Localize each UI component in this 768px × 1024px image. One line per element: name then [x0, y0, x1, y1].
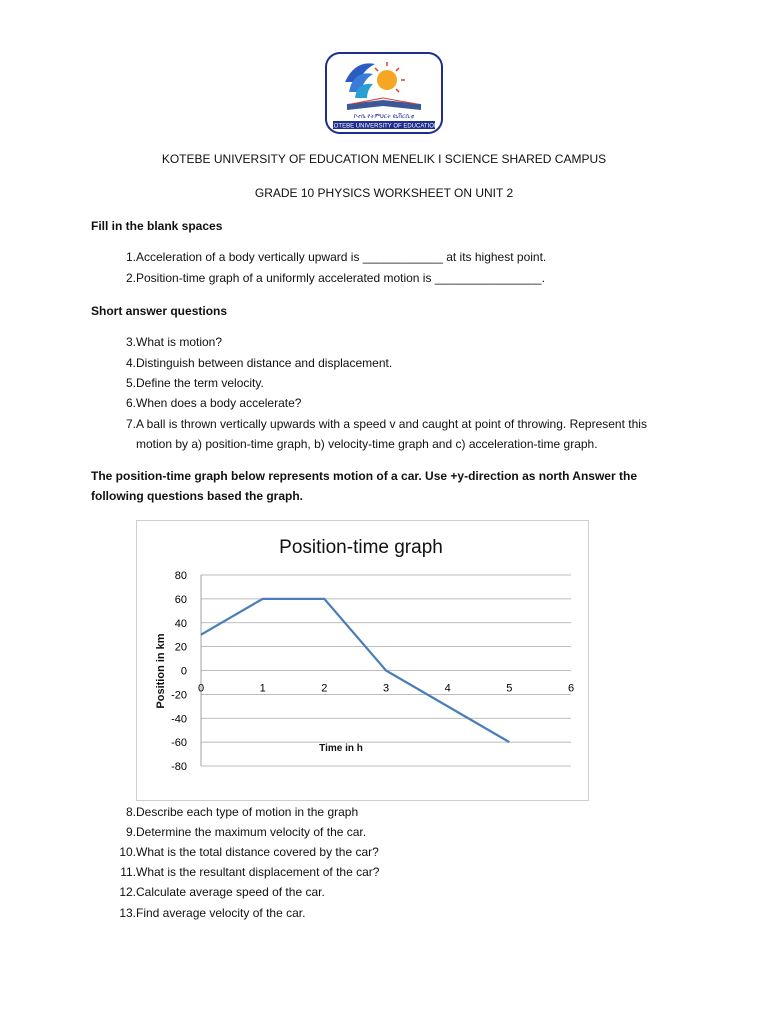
x-tick-label: 1 — [259, 682, 266, 695]
x-axis-label: Time in h — [319, 743, 363, 754]
y-axis-label: Position in km — [155, 633, 167, 709]
list-item: 4. Distinguish between distance and displacement. — [125, 356, 393, 370]
x-tick-label: 4 — [444, 682, 451, 695]
list-item: 3. What is motion? — [125, 335, 223, 349]
x-tick-label: 3 — [382, 682, 390, 695]
list-item: 13. Find average velocity of the car. — [119, 906, 306, 920]
graph-intro: The position-time graph below represents motion of a car. Use +y-direction as north Answer the following questions based the graph. — [91, 469, 637, 503]
list-item: 11. What is the resultant displacement of the car? — [120, 865, 380, 879]
chart-title: Position-time graph — [279, 537, 443, 558]
position-time-chart — [136, 520, 589, 801]
y-tick-label: -80 — [171, 761, 187, 773]
y-tick-label: 20 — [174, 641, 187, 654]
list-item: 12. Calculate average speed of the car. — [119, 885, 325, 899]
list-item: 5. Define the term velocity. — [125, 376, 264, 390]
logo-english-text: KOTEBE UNIVERSITY OF EDUCATION — [329, 123, 439, 130]
x-tick-label: 2 — [321, 682, 328, 695]
short-answer-heading: Short answer questions — [91, 304, 228, 318]
y-tick-label: -60 — [171, 737, 187, 750]
list-item: 9. Determine the maximum velocity of the car. — [125, 825, 367, 839]
x-tick-label: 0 — [197, 682, 205, 695]
worksheet-title: GRADE 10 PHYSICS WORKSHEET ON UNIT 2 — [254, 186, 514, 200]
y-tick-label: -20 — [171, 689, 187, 702]
y-tick-labels — [171, 570, 187, 773]
list-item: 7. A ball is thrown vertically upwards with a speed v and caught at point of throwing. Represent this motion by a) position-time graph, b) velocity-time graph and c) acceleration-time graph. — [125, 417, 647, 451]
logo-amharic-text: ኮተቤ የትምህርት ዩኒቨርሲቲ — [353, 114, 415, 120]
x-tick-label: 6 — [567, 682, 575, 695]
list-item: 6. When does a body accelerate? — [125, 396, 302, 410]
list-item: 10. What is the total distance covered by the car? — [119, 845, 379, 859]
y-tick-label: 80 — [174, 570, 187, 582]
x-tick-label: 5 — [506, 682, 513, 695]
y-tick-label: -40 — [171, 713, 187, 726]
y-tick-label: 40 — [174, 617, 187, 630]
list-item: 8. Describe each type of motion in the graph — [125, 805, 359, 819]
institution-line: KOTEBE UNIVERSITY OF EDUCATION MENELIK I SCIENCE SHARED CAMPUS — [161, 152, 607, 166]
fill-in-heading: Fill in the blank spaces — [91, 219, 223, 233]
list-item: 1. Acceleration of a body vertically upward is ____________ at its highest point. — [125, 250, 547, 264]
y-tick-label: 0 — [180, 665, 187, 678]
university-logo — [325, 52, 443, 134]
x-tick-labels — [198, 683, 574, 695]
y-tick-label: 60 — [174, 593, 187, 606]
list-item: 2. Position-time graph of a uniformly accelerated motion is ________________. — [125, 271, 545, 285]
